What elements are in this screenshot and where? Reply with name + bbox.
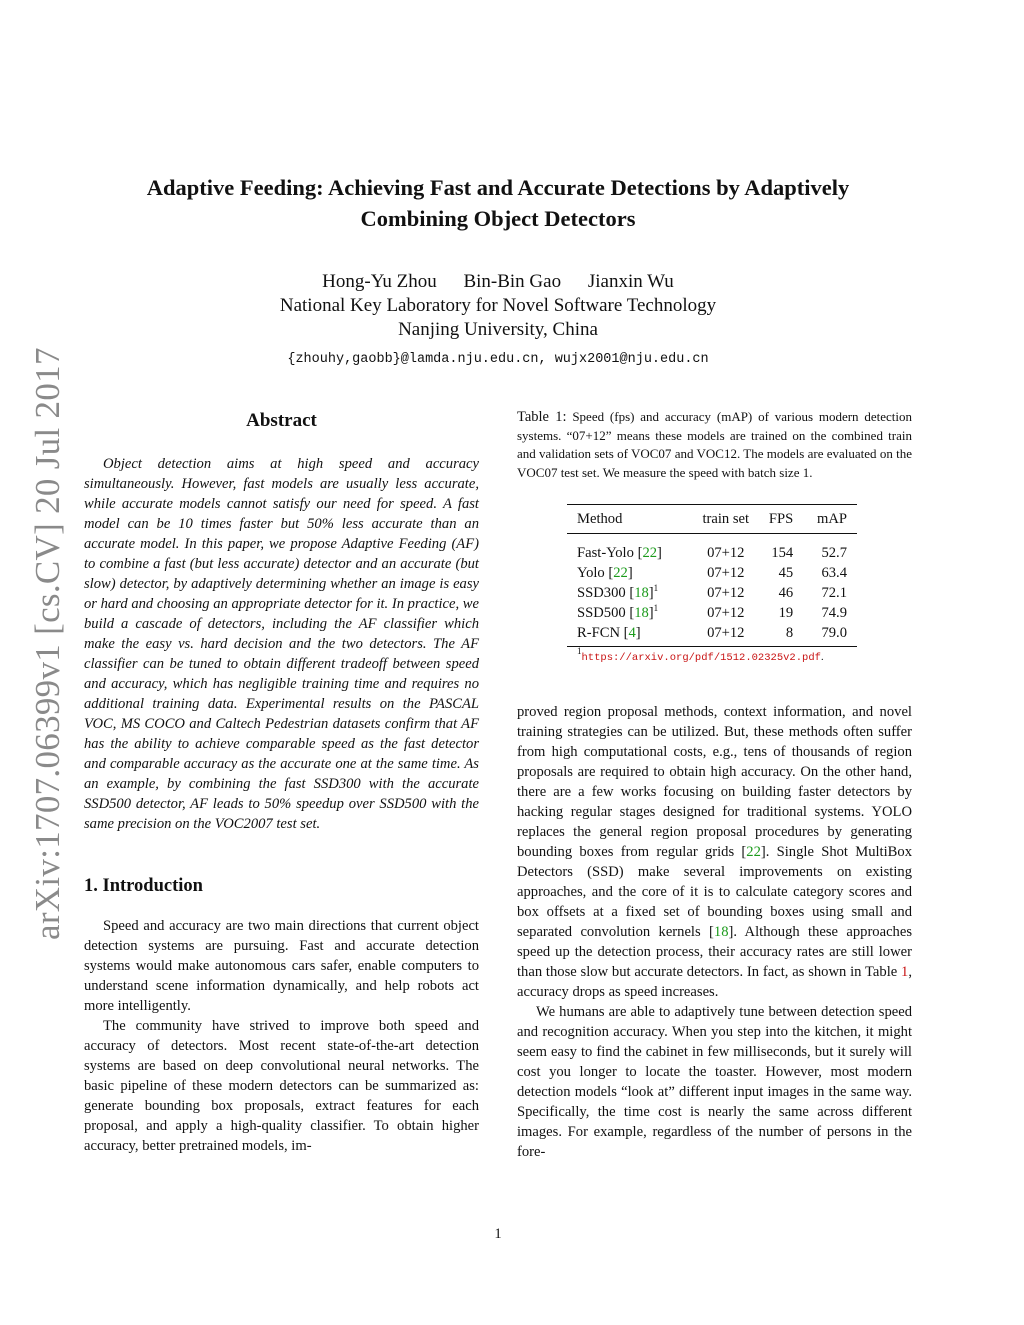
author-3: Jianxin Wu (587, 271, 674, 292)
train-set-cell: 07+12 (707, 585, 745, 601)
citation-link[interactable]: 18 (634, 605, 649, 621)
map-cell: 74.9 (821, 605, 847, 621)
map-cell: 63.4 (821, 565, 847, 581)
method-cell: Fast-Yolo [22] (577, 545, 662, 561)
map-cell: 52.7 (821, 545, 847, 561)
train-set-cell: 07+12 (707, 605, 745, 621)
table-caption-label: Table 1: (517, 409, 567, 425)
introduction-heading: 1. Introduction (84, 876, 203, 896)
train-set-cell: 07+12 (694, 623, 757, 647)
fps-cell: 45 (778, 565, 794, 581)
fps-cell: 8 (757, 623, 803, 647)
footnote-mark: 1 (577, 646, 582, 656)
map-cell: 79.0 (803, 623, 857, 647)
paper-title (100, 172, 896, 234)
table-row (567, 563, 857, 583)
header-fps: FPS (757, 505, 803, 534)
fps-cell: 19 (778, 605, 794, 621)
abstract-heading: Abstract (246, 410, 317, 431)
right-column (517, 408, 912, 1162)
method-cell: SSD300 $[18]^1$ (577, 583, 659, 601)
results-table (567, 504, 857, 647)
table-row (567, 603, 857, 623)
right-paragraph-1: proved region proposal methods, context information, and novel training strategies can be utilized. But, these methods often suffer from high computational costs, e.g., tens of thousands of region proposals are required to obtain high accuracy. On the other hand, there are a few works focusing on building faster detectors by hacking regular stages designed for traditional systems. YOLO replaces the general region proposal procedures by generating bounding boxes from regular grids [22]. Single Shot MultiBox Detectors (SSD) make several improvements on existing approaches, and the core of it is to calculate category scores and box offsets at a fixed set of bounding boxes using small and separated convolution kernels [18]. Although these approaches speed up the detection process, their accuracy rates are still lower than those slow but accurate detectors. In fact, as shown in Table 1, accuracy drops as speed increases. (517, 704, 913, 1000)
map-cell: 72.1 (821, 585, 847, 601)
affiliation-line-2: Nanjing University, China (398, 319, 598, 340)
results-table-container (567, 504, 863, 664)
author-emails: {zhouhy,gaobb}@lamda.nju.edu.cn, wujx2001@nju.edu.cn (287, 352, 709, 367)
intro-paragraph-2: The community have strived to improve both speed and accuracy of detectors. Most recent state-of-the-art detection systems are based on deep convolutional neural networks. The basic pipeline of these modern detectors can be summarized as: generate bounding box proposals, extract features for each proposal, and apply a high-quality classifier. To obtain higher accuracy, better pretrained models, im- (84, 1018, 479, 1154)
citation-link[interactable]: 22 (642, 545, 658, 561)
method-cell: R-FCN [4] (567, 623, 694, 647)
affiliation-line-1: National Key Laboratory for Novel Software Technology (279, 295, 717, 316)
fps-cell: 46 (778, 585, 794, 601)
citation-link[interactable]: 22 (746, 844, 761, 860)
arxiv-identifier: arXiv:1707.06399v1 [cs.CV] 20 Jul 2017 (28, 347, 67, 940)
author-1: Hong-Yu Zhou (322, 271, 437, 292)
right-body-text (517, 702, 912, 1162)
table-reference-link[interactable]: 1 (901, 964, 909, 980)
table-row (567, 534, 857, 564)
table-footnote: $^1$https://arxiv.org/pdf/1512.02325v2.pdf. (577, 646, 824, 664)
header-train-set: train set (694, 505, 757, 534)
footnote-url-link[interactable]: https://arxiv.org/pdf/1512.02325v2.pdf (581, 652, 821, 664)
table-header-row (567, 505, 857, 534)
train-set-cell: 07+12 (707, 565, 745, 581)
footnote-marker[interactable]: 1 (653, 603, 659, 613)
author-block (100, 270, 896, 372)
citation-link[interactable]: 4 (628, 625, 636, 641)
table-caption (517, 408, 912, 482)
intro-paragraph-1: Speed and accuracy are two main directions that current object detection systems are pursuing. Fast and accurate detection systems would make autonomous cars safer, enable computers to understand scene information dynamically, and help robots act more intelligently. (84, 918, 479, 1014)
footnote-marker[interactable]: 1 (653, 583, 659, 593)
table-caption-text: Speed (fps) and accuracy (mAP) of various modern detection systems. “07+12” means these models are trained on the combined train and validation sets of VOC07 and VOC12. The models are evaluated on the VOC07 test set. We measure the speed with batch size 1. (517, 409, 913, 480)
header-map: mAP (803, 505, 857, 534)
page-number: 1 (494, 1226, 502, 1242)
right-paragraph-2: We humans are able to adaptively tune between detection speed and recognition accuracy. When you step into the kitchen, it might seem easy to find the cabinet in few milliseconds, but it surely will cost you longer to locate the toaster. However, most modern detection models “look at” different input images in the same way. Specifically, the time cost is nearly the same across different images. For example, regardless of the number of persons in the fore- (517, 1004, 912, 1160)
author-2: Bin-Bin Gao (463, 271, 562, 292)
abstract-text: Object detection aims at high speed and accuracy simultaneously. However, fast models are usually less accurate, while accurate models cannot satisfy our need for speed. A fast model can be 10 times faster but 50% less accurate than an accurate model. In this paper, we propose Adaptive Feeding (AF) to combine a fast (but less accurate) detector and an accurate (but slow) detector, by adaptively determining whether an image is easy or hard and choosing an appropriate detector for it. In practice, we build a cascade of detectors, including the AF classifier which make the easy vs. hard decision and the two detectors. The AF classifier can be tuned to obtain different tradeoff between speed and accuracy, which has negligible training time and requires no additional training data. Experimental results on the PASCAL VOC, MS COCO and Caltech Pedestrian datasets confirm that AF has the ability to achieve comparable speed as the fast detector and comparable accuracy as the accurate one at the same time. As an example, by combining the fast SSD300 with the accurate SSD500 detector, AF leads to 50% speedup over SSD500 with the same precision on the VOC2007 test set. (84, 456, 479, 832)
table-row (567, 583, 857, 603)
train-set-cell: 07+12 (707, 545, 745, 561)
title-line-1: Adaptive Feeding: Achieving Fast and Accurate Detections by Adaptively (146, 175, 850, 200)
header-method: Method (567, 505, 694, 534)
left-column (84, 408, 479, 1156)
fps-cell: 154 (771, 545, 794, 561)
table-row (567, 623, 857, 647)
citation-link[interactable]: 18 (713, 924, 729, 940)
method-cell: SSD500 $[18]^1$ (577, 603, 659, 621)
title-line-2: Combining Object Detectors (360, 206, 636, 231)
citation-link[interactable]: 18 (634, 585, 649, 601)
author-names (100, 270, 896, 294)
citation-link[interactable]: 22 (613, 565, 628, 581)
method-cell: Yolo [22] (577, 565, 633, 581)
